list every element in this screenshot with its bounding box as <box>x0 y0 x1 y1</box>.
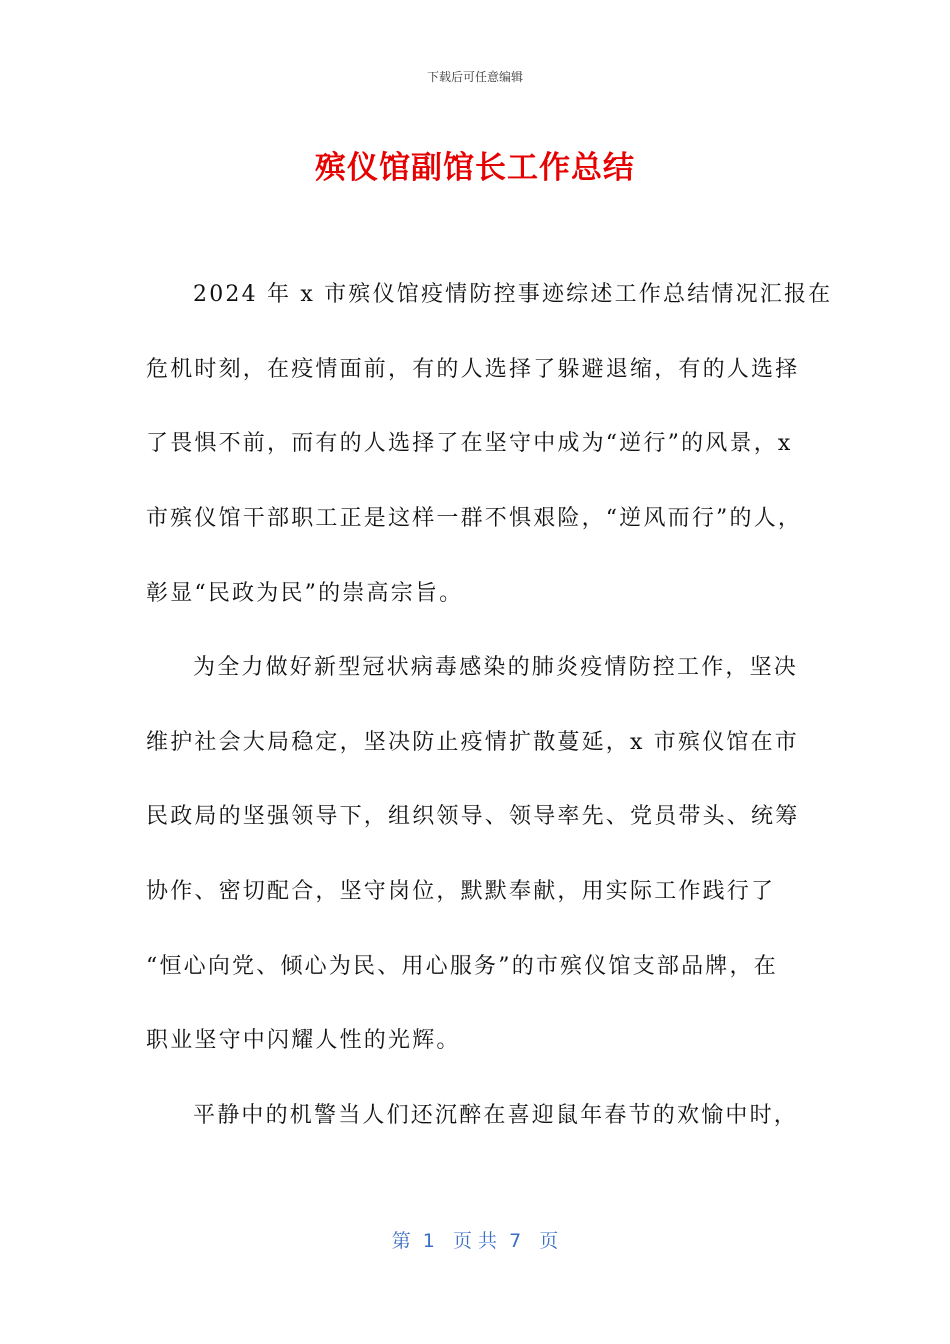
paragraph-2-line-5: “恒心向党、倾心为民、用心服务”的市殡仪馆支部品牌，在 <box>146 954 778 979</box>
paragraph-2-line-6: 职业坚守中闪耀人性的光辉。 <box>146 1028 461 1053</box>
paragraph-1-line-4: 市殡仪馆干部职工正是这样一群不惧艰险，“逆风而行”的人， <box>146 506 803 531</box>
paragraph-2-line-4: 协作、密切配合，坚守岗位，默默奉献，用实际工作践行了 <box>146 879 776 904</box>
paragraph-1-line-3: 了畏惧不前，而有的人选择了在坚守中成为“逆行”的风景，x <box>146 431 793 456</box>
page-number-footer: 第 1 页 共 7 页 <box>391 1230 559 1252</box>
header-note: 下载后可任意编辑 <box>426 70 523 84</box>
paragraph-2-line-1: 为全力做好新型冠状病毒感染的肺炎疫情防控工作，坚决 <box>193 655 799 680</box>
paragraph-1-line-2: 危机时刻，在疫情面前，有的人选择了躲避退缩，有的人选择 <box>146 357 800 382</box>
paragraph-1-line-1: 2024 年 x 市殡仪馆疫情防控事迹综述工作总结情况汇报在 <box>193 282 833 307</box>
paragraph-2-line-2: 维护社会大局稳定，坚决防止疫情扩散蔓延，x 市殡仪馆在市 <box>146 730 800 755</box>
document-title: 殡仪馆副馆长工作总结 <box>315 150 635 186</box>
paragraph-3-line-1: 平静中的机警当人们还沉醉在喜迎鼠年春节的欢愉中时， <box>193 1103 799 1128</box>
paragraph-1-line-5: 彰显“民政为民”的崇高宗旨。 <box>146 581 464 606</box>
paragraph-2-line-3: 民政局的坚强领导下，组织领导、领导率先、党员带头、统筹 <box>146 804 800 829</box>
